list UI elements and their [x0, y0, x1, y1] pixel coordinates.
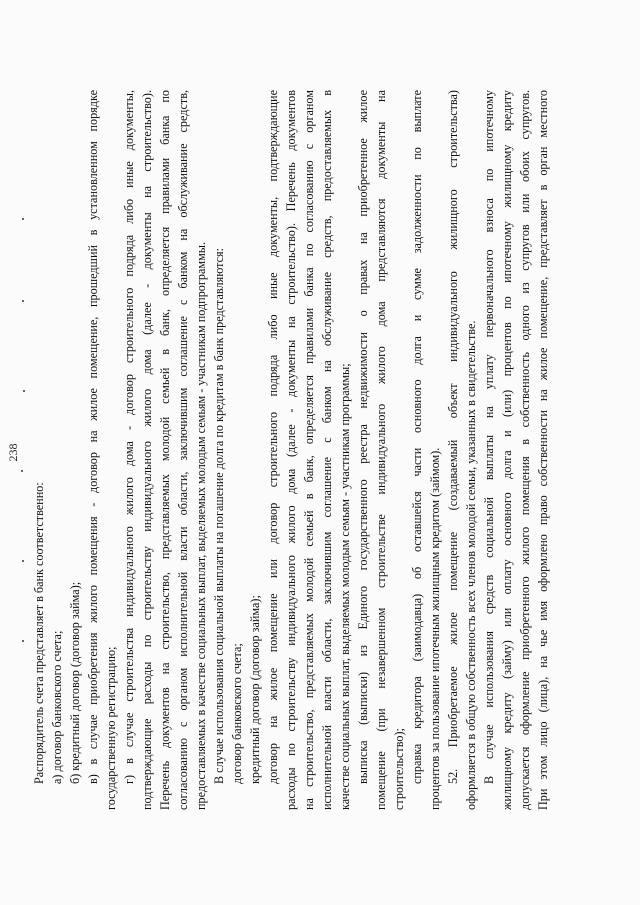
text-line: государственную регистрацию;: [104, 646, 118, 810]
text-line: расходы по строительству индивидуального жилого дома (далее - документы на строительство). Перечень документов: [284, 90, 298, 810]
text-line: предоставляемых в качестве социальных выплат, выделяемых молодым семьям - участникам подпрограммы.: [194, 241, 208, 810]
text-line: в) в случае приобретения жилого помещения - договор на жилое помещение, прошедший в установленном порядке: [86, 90, 100, 784]
text-line: г) в случае строительства индивидуального жилого дома - договор строительного подряда либо иные документы,: [122, 90, 136, 784]
text-line: жилищному кредиту (займу) или оплату основного долга и (или) процентов по ипотечному жилищному кредиту: [500, 90, 514, 810]
text-line: Распорядитель счета представляет в банк соответственно:: [32, 482, 46, 784]
text-line: В случае использования социальной выплаты на погашение долга по кредитам в банк представляются:: [212, 247, 226, 784]
text-line: а) договор банковского счета;: [50, 630, 64, 784]
scan-dot: [23, 390, 25, 392]
text-line: выписка (выписки) из Единого государственного реестра недвижимости о правах на приобретенное жилое: [356, 90, 370, 784]
text-line: б) кредитный договор (договор займа);: [68, 581, 82, 784]
text-line: допускается оформление приобретенного жилого помещения в собственность одного из супругов или обоих супругов.: [518, 90, 532, 810]
text-line: кредитный договор (договор займа);: [248, 595, 262, 784]
scan-dot: [21, 470, 23, 472]
text-line: качестве социальных выплат, выделяемых молодым семьям - участникам программы;: [338, 363, 352, 810]
text-line: согласованию с органом исполнительной власти области, заключившим соглашение с банком на обслуживание средств,: [176, 90, 190, 810]
text-line: договор на жилое помещение или договор строительного подряда либо иные документы, подтверждающие: [266, 90, 280, 784]
text-line: справка кредитора (заимодавца) об оставшейся части основного долга и сумме задолженности по выплате: [410, 90, 424, 784]
page-number: 238: [6, 443, 20, 462]
text-line: строительство);: [392, 728, 406, 810]
text-line: оформляется в общую собственность всех членов молодой семьи, указанных в свидетельстве.: [464, 320, 478, 810]
scan-dot: [22, 218, 24, 220]
text-line: на строительство, представляемых молодой семьей в банк, определяется правилами банка по согласованию с органом: [302, 90, 316, 810]
text-line: помещение (при незавершенном строительстве индивидуального жилого дома представляются документы на: [374, 90, 388, 810]
text-line: При этом лицо (лица), на чье имя оформлено право собственности на жилое помещение, представляет в орган местного: [536, 90, 550, 810]
text-line: договор банковского счета;: [230, 643, 244, 784]
text-line: 52. Приобретаемое жилое помещение (создаваемый объект индивидуального жилищного строительства): [446, 90, 460, 784]
scan-dot: [22, 300, 24, 302]
text-line: Перечень документов на строительство, представляемых молодой семьей в банк, определяется правилами банка по: [158, 90, 172, 810]
scan-dot: [22, 640, 24, 642]
scan-dot: [22, 560, 24, 562]
document-body: [30, 90, 552, 810]
text-line: процентов за пользование ипотечным жилищным кредитом (займом).: [428, 447, 442, 810]
text-line: исполнительной власти области, заключившим соглашение с банком на обслуживание средств, предоставляемых в: [320, 90, 334, 810]
text-line: подтверждающие расходы по строительству индивидуального жилого дома (далее - документы на строительство).: [140, 90, 154, 810]
text-line: В случае использования средств социальной выплаты на уплату первоначального взноса по ипотечному: [482, 90, 496, 784]
